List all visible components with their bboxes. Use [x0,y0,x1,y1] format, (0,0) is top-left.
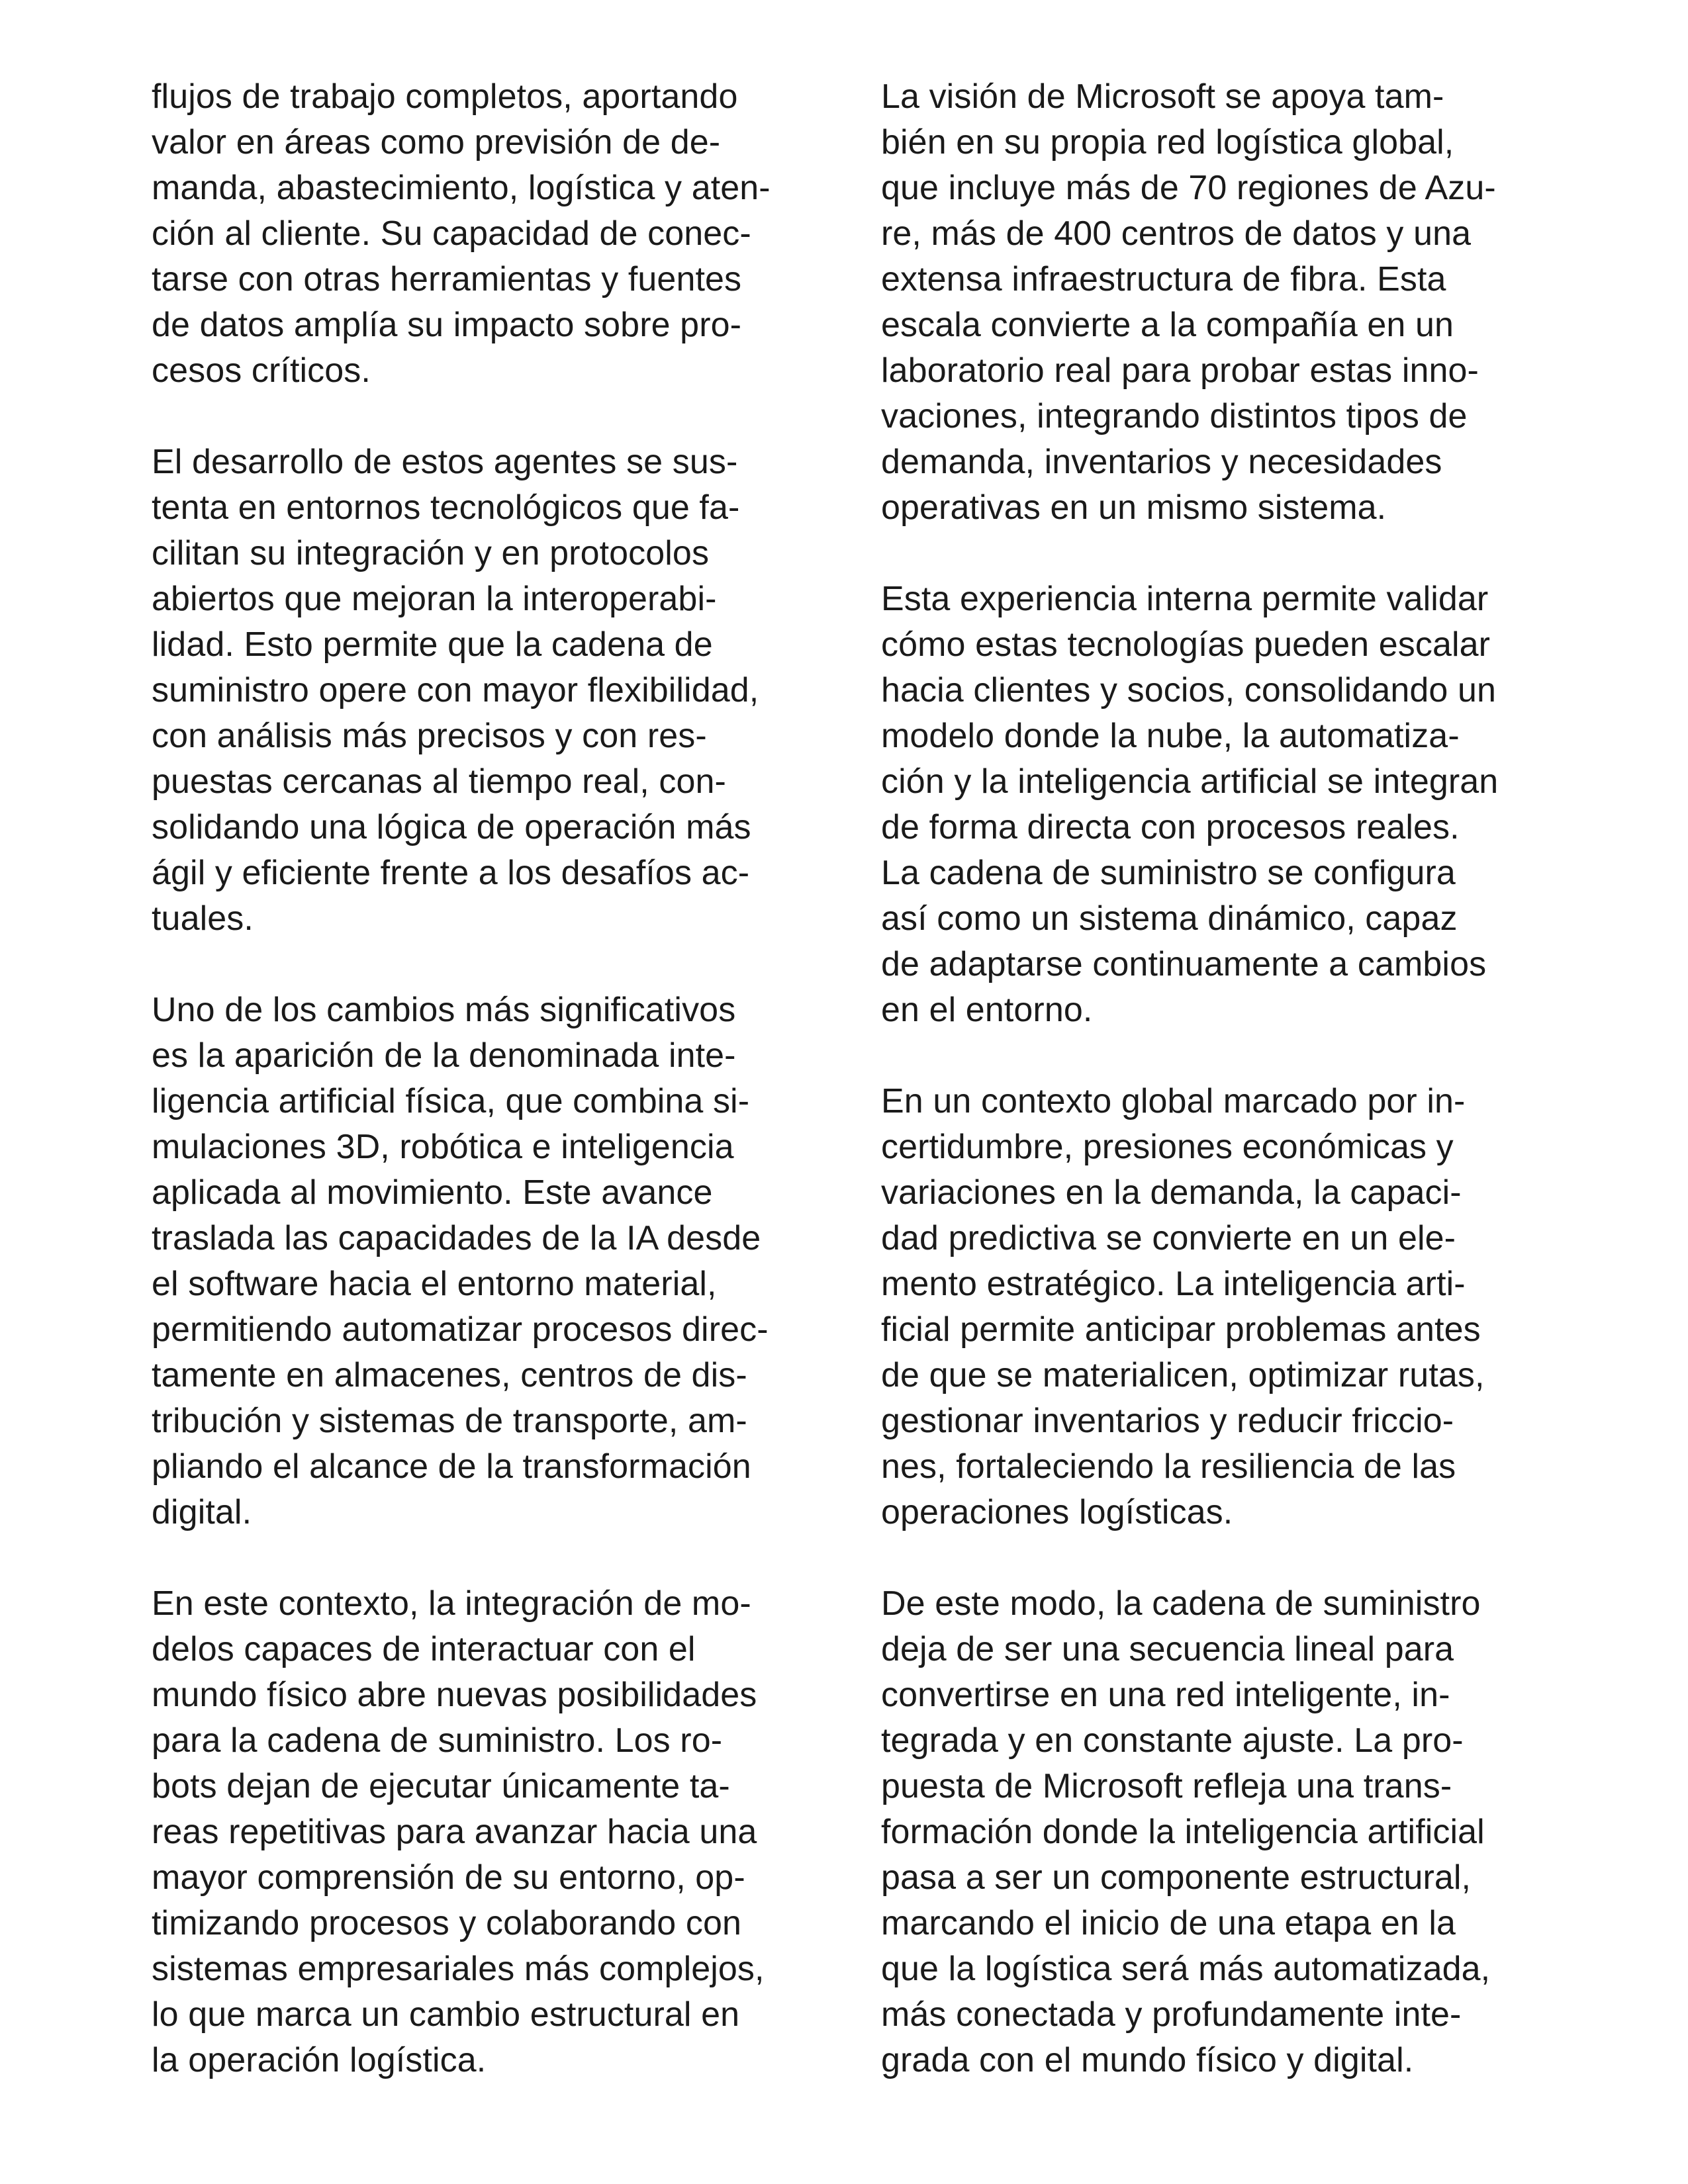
right-column [881,74,1550,2129]
left-column [152,74,820,2129]
paragraph: Uno de los cambios más significativos es la aparición de la denominada inte- ligencia artificial física, que combina si- mulaciones 3D, robótica e inteligencia aplicada al movimiento. Este avance traslada las capacidades de la IA desde el software hacia el entorno material, permitiendo automatizar procesos direc- tamente en almacenes, centros de dis- tribución y sistemas de transporte, am- pliando el alcance de la transformación digital. [152,991,769,1531]
paragraph: La visión de Microsoft se apoya tam- bién en su propia red logística global, que incluye más de 70 regiones de Azu- re, más de 400 centros de datos y una extensa infraestructura de fibra. Esta escala convierte a la compañía en un laboratorio real para probar estas inno- vaciones, integrando distintos tipos de demanda, inventarios y necesidades operativas en un mismo sistema. [881,77,1496,527]
paragraph: Esta experiencia interna permite validar cómo estas tecnologías pueden escalar hacia clientes y socios, consolidando un modelo donde la nube, la automatiza- ción y la inteligencia artificial se integran de forma directa con procesos reales. La cadena de suministro se configura así como un sistema dinámico, capaz de adaptarse continuamente a cambios en el entorno. [881,580,1499,1029]
paragraph: De este modo, la cadena de suministro deja de ser una secuencia lineal para convertirse en una red inteligente, in- tegrada y en constante ajuste. La pro- puesta de Microsoft refleja una trans- formación donde la inteligencia artificial pasa a ser un componente estructural, marcando el inicio de una etapa en la que la logística será más automatizada, más conectada y profundamente inte- grada con el mundo físico y digital. [881,1584,1491,2079]
paragraph: En un contexto global marcado por in- certidumbre, presiones económicas y variaciones en la demanda, la capaci- dad predictiva se convierte en un ele- mento estratégico. La inteligencia arti- ficial permite anticipar problemas antes de que se materialicen, optimizar rutas, gestionar inventarios y reducir friccio- nes, fortaleciendo la resiliencia de las operaciones logísticas. [881,1082,1485,1531]
paragraph: El desarrollo de estos agentes se sus- tenta en entornos tecnológicos que fa- cilitan su integración y en protocolos abiertos que mejoran la interoperabi- lidad. Esto permite que la cadena de suministro opere con mayor flexibilidad, con análisis más precisos y con res- puestas cercanas al tiempo real, con- solidando una lógica de operación más ágil y eficiente frente a los desafíos ac- tuales. [152,443,759,938]
paragraph: En este contexto, la integración de mo- delos capaces de interactuar con el mundo físico abre nuevas posibilidades para la cadena de suministro. Los ro- bots dejan de ejecutar únicamente ta- reas repetitivas para avanzar hacia una mayor comprensión de su entorno, op- timizando procesos y colaborando con sistemas empresariales más complejos, lo que marca un cambio estructural en la operación logística. [152,1584,765,2079]
paragraph: flujos de trabajo completos, aportando valor en áreas como previsión de de- manda, abastecimiento, logística y aten- ción al cliente. Su capacidad de conec- tarse con otras herramientas y fuentes de datos amplía su impacto sobre pro- cesos críticos. [152,77,771,390]
